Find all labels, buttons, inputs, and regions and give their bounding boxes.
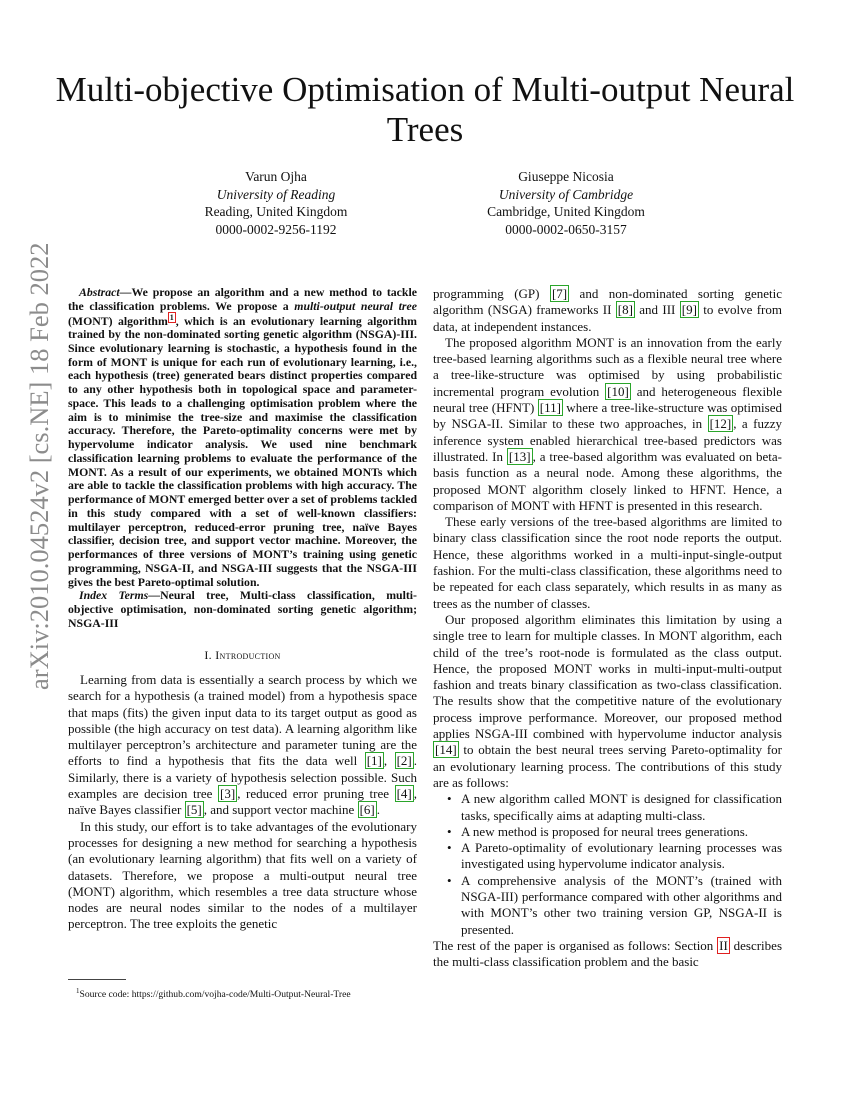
- footnote-link[interactable]: 1: [169, 312, 174, 322]
- footnote: [76, 985, 351, 1001]
- right-paragraph-1: programming (GP) [7] and non-dominated sorting genetic algorithm (NSGA) frameworks II [8] and III [9] to evolve from data, at independent instances.: [433, 286, 783, 334]
- author-name: Giuseppe Nicosia: [518, 169, 614, 184]
- abstract: Abstract—We propose an algorithm and a new method to tackle the classification problems. We propose a multi-output neural tree (MONT) algorithm $^1$ , which is an evolutionary learning algorithm trained by the non-dominated sorting genetic algorithm (NSGA)-III. Since evolutionary learning is stochastic, a hypothesis found in the form of MONT is unique for each run of evolutionary learning, i.e., each hypothesis (tree) generated bears distinct properties compared to any other hypothesis both in topological space and parameter-space. This leads to a challenging optimisation problem where the aim is to minimise the tree-size and maximise the classification accuracy. Therefore, the Pareto-optimality concerns were met by hypervolume indicator analysis. We used nine benchmark classification learning problems to evaluate the performance of the MONT. As a result of our experiments, we obtained MONTs which are able to tackle the classification problems with high accuracy. The performance of MONT emerged better over a set of problems tackled in this study compared with a set of well-known classifiers: multilayer perceptron, reduced-error pruning tree, naïve Bayes classifier, decision tree, and support vector machine. Moreover, the performances of three versions of MONT’s training using genetic programming, NSGA-II, and NSGA-III suggests that the NSGA-III gives the best Pareto-optimal solution.: [68, 285, 418, 589]
- author-location: Cambridge, United Kingdom: [487, 204, 645, 219]
- index-terms-label: Index Terms: [79, 588, 149, 603]
- author-affiliation: University of Reading: [216, 186, 336, 202]
- citation-link[interactable]: [5]: [186, 802, 202, 818]
- list-item: • A Pareto-optimality of evolutionary learning processes was investigated using hypervolume indicator analysis.: [447, 840, 782, 873]
- citation-link[interactable]: [1]: [366, 753, 382, 769]
- list-item: • A new method is proposed for neural trees generations.: [447, 824, 782, 840]
- right-paragraph-2: The proposed algorithm MONT is an innovation from the early tree-based learning algorithms such as a flexible neural tree where a tree-like-structure was optimised by using probabilistic incremental program evolution [10] and heterogeneous flexible neural tree (HFNT) [11] where a tree-like-structure was optimised by NSGA-II. Similar to these two approaches, in [12] , a fuzzy inference system enabled hierarchical tree-based predictors was illustrated. In [13] , a tree-based algorithm was evaluated on beta-basis function as a neural node. Among these algorithms, the proposed MONT algorithm closely linked to HFNT. Hence, a comparison of MONT with HFNT is presented in this research.: [433, 334, 782, 513]
- right-paragraph-5: The rest of the paper is organised as follows: Section II describes the multi-class classification problem and the basic: [433, 937, 782, 970]
- arxiv-identifier: arXiv:2010.04524v2 [cs.NE] 18 Feb 2022: [24, 242, 54, 690]
- intro-paragraph-2: In this study, our effort is to take advantages of the evolutionary processes for designing a new method for searching a hypothesis (an evolutionary learning algorithm) that fits well on a variety of datasets. Therefore, we propose a multi-output neural tree (MONT) algorithm, which resembles a tree data structure whose nodes are neural nodes similar to the nodes of a multilayer perceptron. The tree exploits the genetic: [68, 818, 417, 932]
- intro-paragraph-1: Learning from data is essentially a search process by which we search for a hypothesis (a trained model) from a hypothesis space that maps (fits) the given input data to its target output as good as possible (the high accuracy on test data). A learning algorithm like multilayer perceptron’s architecture and parameter tuning are the efforts to find a hypothesis that fits the data well [1] , [2] . Similarly, there is a variety of hypothesis selection possible. Such examples are decision tree [3] , reduced error pruning tree [4] , naïve Bayes classifier [5] , and support vector machine [6] .: [68, 671, 418, 818]
- footnote-rule: [68, 979, 126, 980]
- author-location: Reading, United Kingdom: [204, 204, 348, 219]
- list-item: • A new algorithm called MONT is designed for classification tasks, specifically aims at adapting multi-class.: [447, 791, 782, 824]
- list-item: • A comprehensive analysis of the MONT’s (trained with NSGA-III) performance compared with other algorithms and with MONT’s other two training version GP, NSGA-II is presented.: [447, 873, 782, 938]
- citation-link[interactable]: [12]: [709, 416, 732, 432]
- author-orcid: 0000-0002-0650-3157: [505, 221, 627, 237]
- abstract-label: Abstract: [79, 285, 120, 299]
- author-orcid: 0000-0002-9256-1192: [215, 221, 337, 237]
- citation-link[interactable]: [7]: [551, 286, 568, 301]
- citation-link[interactable]: [14]: [435, 742, 457, 758]
- index-terms: Index Terms—Neural tree, Multi-class classification, multi-objective optimisation, non-dominated sorting genetic algorithm; NSGA-III: [68, 588, 417, 630]
- citation-link[interactable]: [6]: [359, 802, 375, 818]
- citation-link[interactable]: [2]: [396, 753, 412, 769]
- citation-link[interactable]: [9]: [681, 302, 697, 318]
- footnote-text[interactable]: Source code: https://github.com/vojha-code/Multi-Output-Neural-Tree: [79, 989, 351, 1001]
- right-paragraph-4: Our proposed algorithm eliminates this limitation by using a single tree to learn for multiple classes. In MONT algorithm, each child of the tree’s root-node is formulated as the class output. Hence, the proposed MONT works in multi-input-multi-output fashion and treats binary classification as two-class classification. The results show that the competitive nature of the evolutionary process improve performance. Moreover, our proposed method applies NSGA-III combined with hypervolume inductor analysis [14] to obtain the best neural trees serving Pareto-optimality for an evolutionary learning process. The contributions of this study are as follows:: [433, 611, 782, 790]
- section-link[interactable]: II: [719, 937, 728, 953]
- author-block-2: [436, 168, 696, 238]
- footnote-mark: 1: [76, 987, 80, 995]
- citation-link[interactable]: [4]: [396, 786, 412, 802]
- citation-link[interactable]: [3]: [220, 786, 236, 802]
- right-column: [433, 286, 782, 970]
- right-paragraph-3: These early versions of the tree-based algorithms are limited to binary class classification since the root node reports the output. Hence, these algorithms worked in a multi-input-single-output fashion. For the multi-class classification, these algorithms need to be repeated for each class separately, which results in as many as trees as the number of classes.: [433, 514, 782, 611]
- citation-link[interactable]: [11]: [539, 400, 561, 416]
- author-block-1: [146, 168, 406, 238]
- section-heading-introduction: I. Introduction: [204, 647, 281, 662]
- left-column: [68, 286, 417, 933]
- contributions-list: [433, 791, 782, 938]
- paper-title: Multi-objective Optimisation of Multi-output Neural Trees: [55, 70, 795, 149]
- author-affiliation: University of Cambridge: [498, 186, 634, 202]
- author-name: Varun Ojha: [245, 169, 307, 184]
- citation-link[interactable]: [10]: [607, 383, 629, 399]
- citation-link[interactable]: [8]: [617, 302, 633, 318]
- citation-link[interactable]: [13]: [508, 448, 531, 464]
